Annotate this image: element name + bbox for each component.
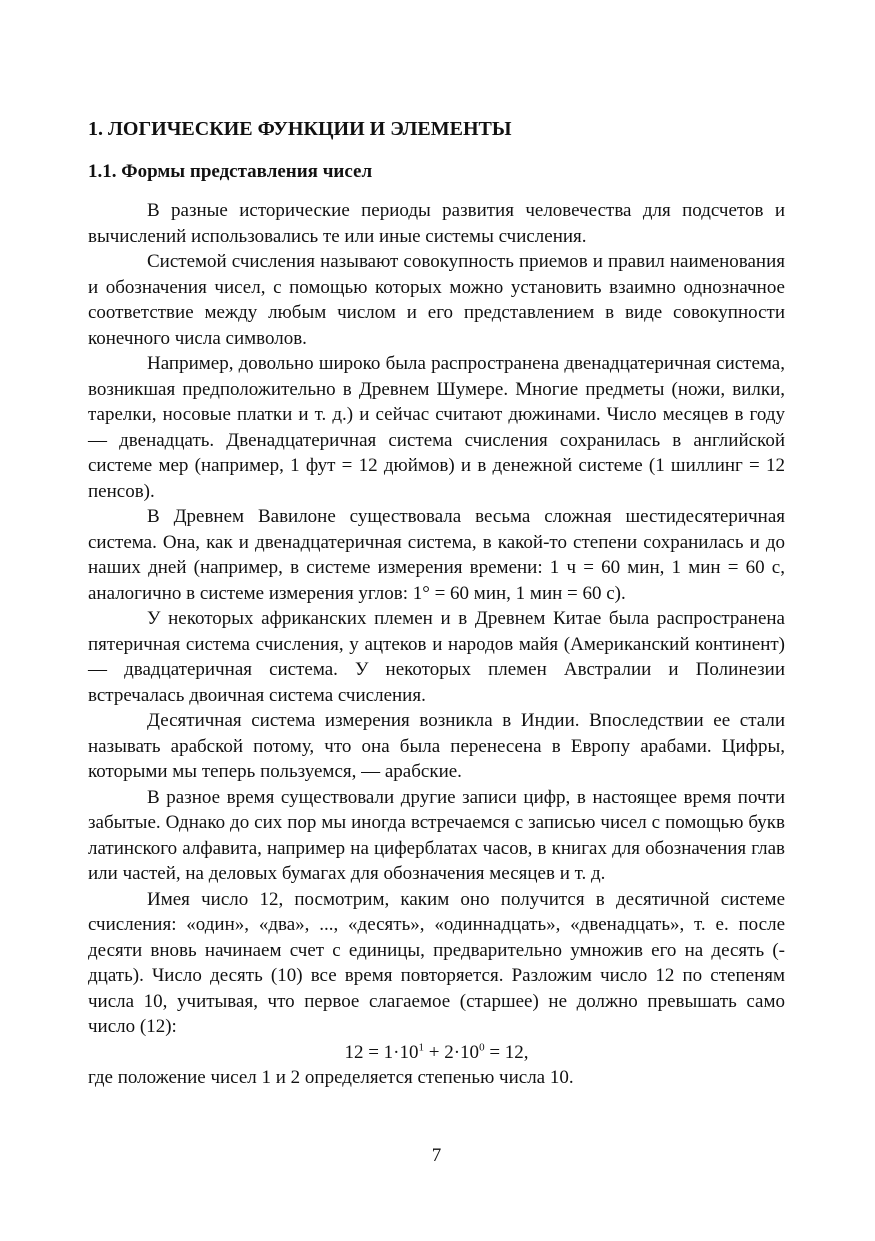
paragraph: Например, довольно широко была распространена двенадцатеричная система, возникшая предположительно в Древнем Шумере. Многие предметы (ножи, вилки, тарелки, носовые платки и т. д.) и сейчас считают дюжинами. Число месяцев в году — двенадцать. Двенадцатеричная система счисления сохранилась в английской системе мер (например, 1 фут = 12 дюймов) и в денежной системе (1 шиллинг = 12 пенсов). [88,353,785,502]
formula-exponent-0: 0 [479,1041,485,1054]
chapter-title: 1. ЛОГИЧЕСКИЕ ФУНКЦИИ И ЭЛЕМЕНТЫ [88,118,512,140]
paragraph: У некоторых африканских племен и в Древнем Китае была распространена пятеричная система счисления, у ацтеков и народов майя (Американский континент) — двадцатеричная система. У некоторых племен Австралии и Полинезии встречалась двоичная система счисления. [88,608,785,706]
page-number: 7 [431,1145,442,1166]
formula-mid: + 2·10 [424,1041,480,1063]
formula-exponent-1: 1 [418,1041,425,1054]
section-title: 1.1. Формы представления чисел [88,161,373,182]
body-text [88,198,785,1091]
formula-rhs: = 12, [484,1041,529,1063]
paragraph: В Древнем Вавилоне существовала весьма сложная шестидесятеричная система. Она, как и двенадцатеричная система, в какой-то степени сохранилась и до наших дней (например, в системе измерения времени: 1 ч = 60 мин, 1 мин = 60 с, аналогично в системе измерения углов: 1° = 60 мин, 1 мин = 60 с). [88,506,785,604]
paragraph: В разное время существовали другие записи цифр, в настоящее время почти забытые. Однако до сих пор мы иногда встречаемся с записью чисел с помощью букв латинского алфавита, например на циферблатах часов, в книгах для обозначения глав или частей, на деловых бумагах для обозначения месяцев и т. д. [88,786,785,884]
formula-lhs: 12 = 1·10 [344,1041,419,1063]
paragraph: Системой счисления называют совокупность приемов и правил наименования и обозначения чисел, с помощью которых можно установить взаимно однозначное соответствие между любым числом и его представлением в виде совокупности конечного числа символов. [88,251,785,349]
paragraph: Десятичная система измерения возникла в Индии. Впоследствии ее стали называть арабской потому, что она была перенесена в Европу арабами. Цифры, которыми мы теперь пользуемся, — арабские. [88,710,785,782]
paragraph: Имея число 12, посмотрим, каким оно получится в десятичной системе счисления: «один», «два», ..., «десять», «одиннадцать», «двенадцать», т. е. после десяти вновь начинаем счет с единицы, предварительно умножив его на десять (-дцать). Число десять (10) все время повторяется. Разложим число 12 по степеням числа 10, учитывая, что первое слагаемое (старшее) не должно превышать само число (12): [88,888,785,1037]
paragraph: В разные исторические периоды развития человечества для подсчетов и вычислений использовались те или иные системы счисления. [88,200,785,247]
closing-line: где положение чисел 1 и 2 определяется степенью числа 10. [88,1067,574,1088]
formula [88,1040,785,1066]
